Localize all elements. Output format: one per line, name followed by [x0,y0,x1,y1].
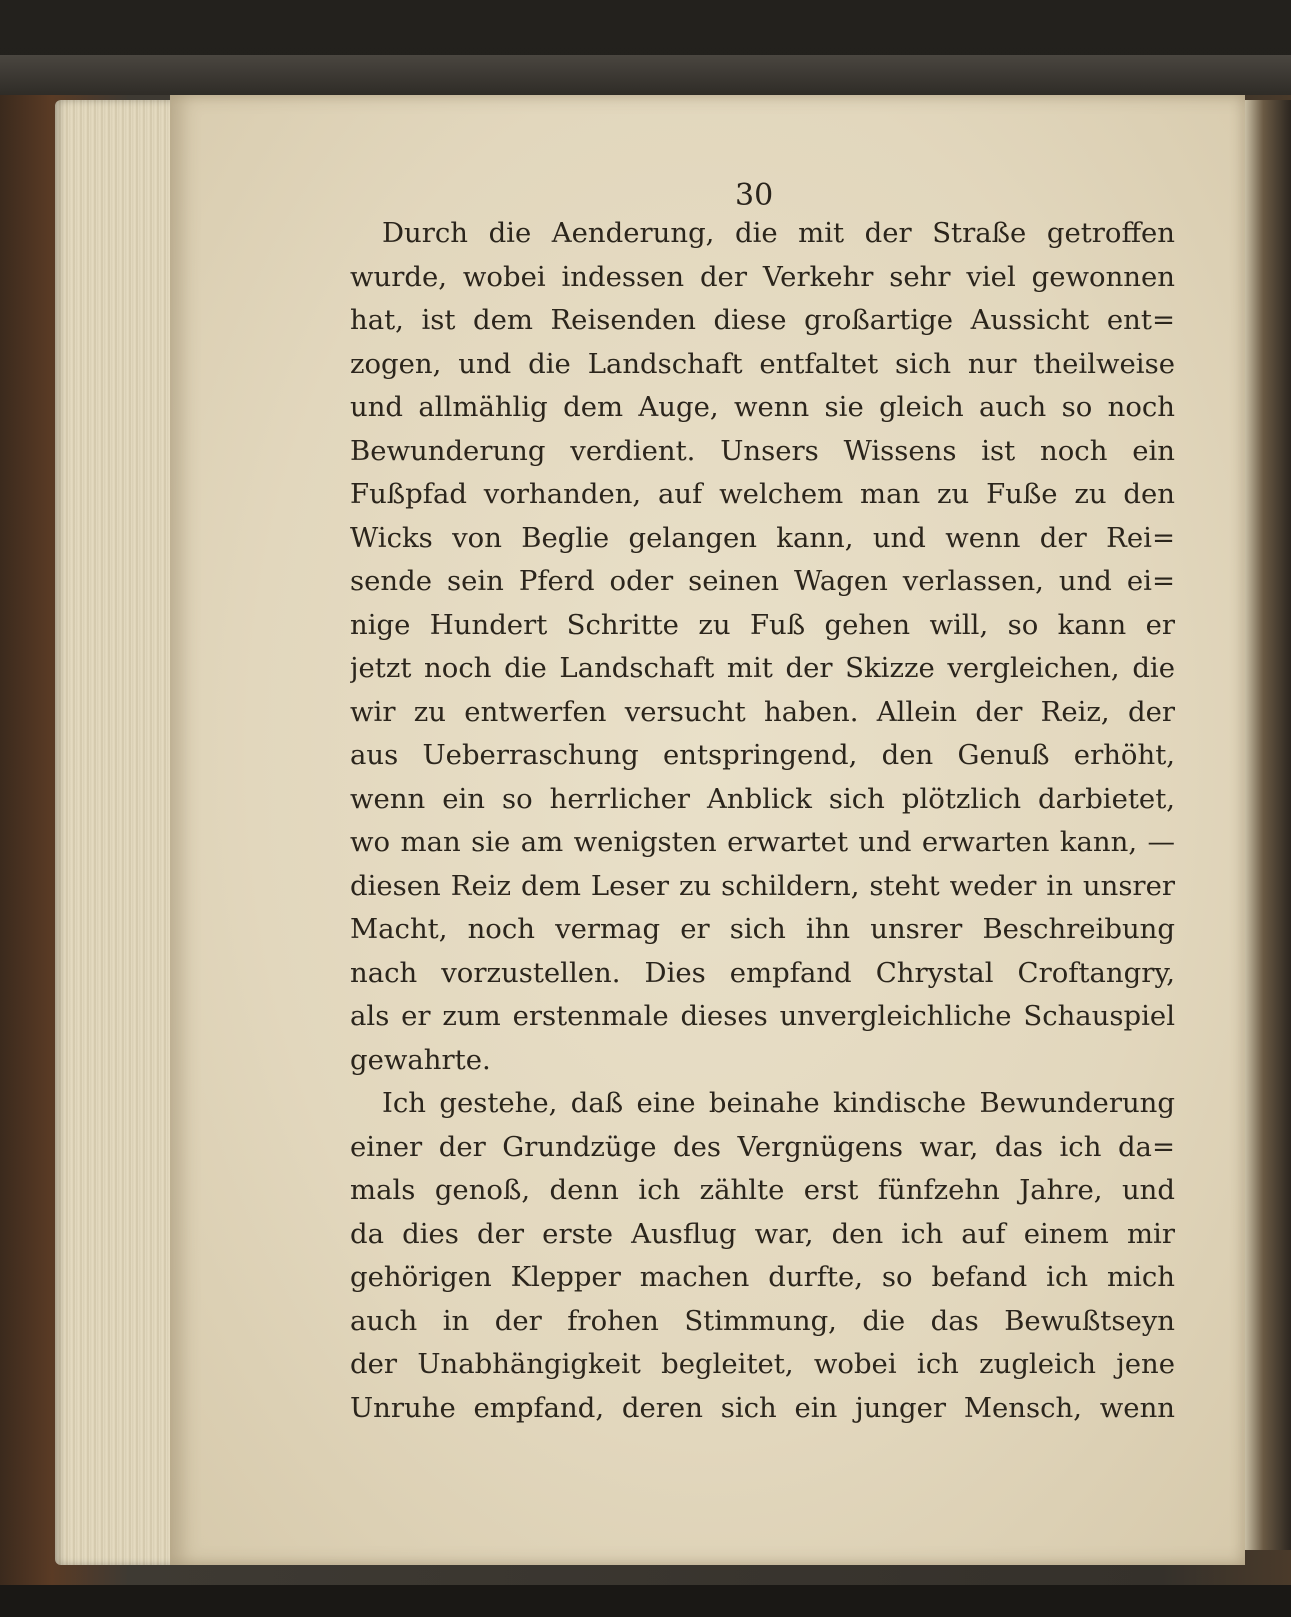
text-line: und allmählig dem Auge, wenn sie gleich auch so noch [350,391,1175,423]
text-line: da dies der erste Ausflug war, den ich auf einem mir [350,1217,1175,1250]
text-line: jetzt noch die Landschaft mit der Skizze vergleichen, die [350,652,1175,684]
text-line: hat, ist dem Reisenden diese großartige Aussicht ent= [350,304,1175,336]
text-line: gehörigen Klepper machen durfte, so befand ich mich [350,1261,1175,1293]
text-line: Macht, noch vermag er sich ihn unsrer Beschreibung [350,913,1175,945]
page-number: 30 [735,178,774,213]
text-line: Durch die Aenderung, die mit der Straße getroffen [382,217,1175,249]
text-line: Wicks von Beglie gelangen kann, und wenn der Rei= [350,521,1175,554]
text-line: nach vorzustellen. Dies empfand Chrystal Croftangry, [350,956,1175,989]
text-line: auch in der frohen Stimmung, die das Bewußtseyn [350,1304,1175,1337]
text-line: wo man sie am wenigsten erwartet und erwarten kann, — [350,826,1175,858]
body-text [350,212,1175,1430]
text-line: Unruhe empfand, deren sich ein junger Mensch, wenn [350,1391,1175,1424]
text-line: einer der Grundzüge des Vergnügens war, das ich da= [350,1130,1175,1163]
text-line: als er zum erstenmale dieses unvergleichliche Schauspiel [350,1000,1175,1032]
text-line: mals genoß, denn ich zählte erst fünfzehn Jahre, und [350,1174,1175,1206]
text-line: gewahrte. [350,1043,491,1076]
text-line: sende sein Pferd oder seinen Wagen verlassen, und ei= [350,565,1175,597]
text-line: Ich gestehe, daß eine beinahe kindische Bewunderung [382,1087,1175,1119]
text-line: wenn ein so herrlicher Anblick sich plötzlich darbietet, [350,782,1175,815]
page-gutter-shadow [1245,100,1291,1550]
text-line: wurde, wobei indessen der Verkehr sehr viel gewonnen [350,260,1175,293]
page-edge-stack [55,100,180,1565]
text-line: nige Hundert Schritte zu Fuß gehen will, so kann er [350,608,1175,641]
text-line: Fußpfad vorhanden, auf welchem man zu Fuße zu den [350,478,1175,510]
text-line: wir zu entwerfen versucht haben. Allein der Reiz, der [350,695,1175,728]
cover-top-edge [0,55,1291,95]
text-line: zogen, und die Landschaft entfaltet sich nur theilweise [350,347,1175,380]
text-line: Bewunderung verdient. Unsers Wissens ist noch ein [350,434,1175,467]
text-line: diesen Reiz dem Leser zu schildern, steht weder in unsrer [350,869,1175,902]
text-line: aus Ueberraschung entspringend, den Genuß erhöht, [350,739,1175,771]
text-line: der Unabhängigkeit begleitet, wobei ich zugleich jene [350,1348,1175,1380]
